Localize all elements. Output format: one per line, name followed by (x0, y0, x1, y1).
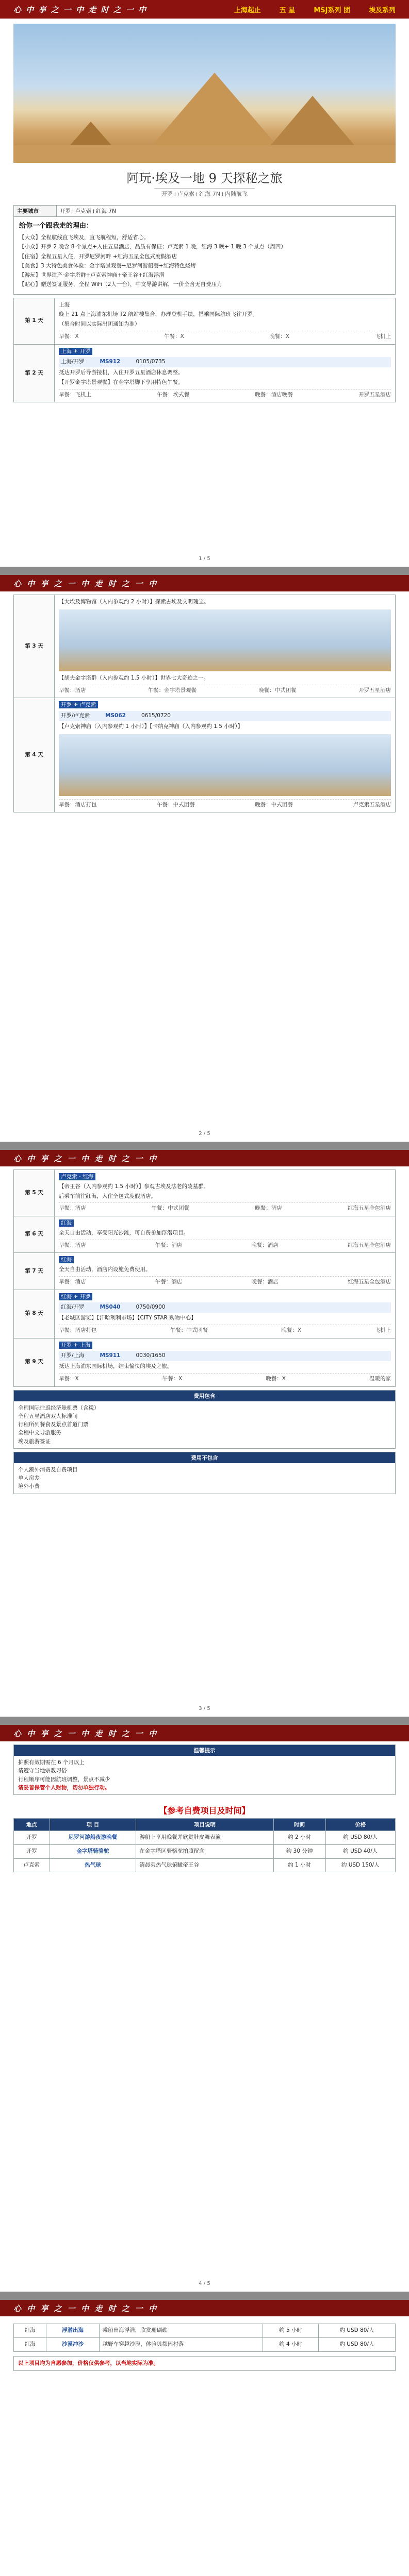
cell-time: 约 2 小时 (273, 1831, 325, 1845)
selling-point: 【美食】3 大特色美食体验：金字塔景观餐+尼罗河游船餐+红海特色烧烤 (19, 262, 196, 269)
cell-price: 约 USD 80/人 (325, 1831, 395, 1845)
note-item: 请遵守当地宗教习俗 (18, 1768, 67, 1774)
hotel: 飞机上 (374, 333, 391, 340)
meal-breakfast: 早餐：酒店打包 (59, 801, 97, 808)
page-5 (0, 2300, 409, 2576)
day-line: 抵达开罗后导游接机，入住开罗五星酒店休息调整。 (59, 369, 184, 376)
notes-section (13, 1744, 396, 1795)
page-number: 4 / 5 (199, 2281, 210, 2286)
tag-star: 五 星 (279, 6, 296, 14)
cell-desc: 乘船出海浮潜，欣赏珊瑚礁 (99, 2324, 263, 2338)
table-row (14, 1831, 396, 1845)
flight-route: 开罗/上海 (61, 1352, 85, 1359)
fee-include (13, 1390, 396, 1449)
selling-point: 【大众】全程航线直飞埃及，直飞航程短，舒适省心。 (19, 234, 149, 241)
day-label: 第 7 天 (14, 1253, 55, 1289)
brand-header (0, 0, 409, 19)
cell-name: 浮潜出海 (46, 2324, 99, 2338)
day-route: 上海 ✈ 开罗 (59, 348, 92, 355)
table-row (14, 1844, 396, 1858)
day-line: 后乘车前往红海，入住全包式度假酒店。 (59, 1193, 156, 1199)
itinerary-table (13, 1170, 396, 1387)
brand-slogan: 心 中 享 之 一 中 走 时 之 一 中 (13, 579, 158, 588)
day-line: 全天自由活动，酒店内设施免费使用。 (59, 1266, 151, 1273)
cell-time: 约 5 小时 (263, 2324, 319, 2338)
hotel: 红海五星全包酒店 (347, 1242, 391, 1248)
meal-dinner: 晚餐：中式团餐 (258, 687, 297, 693)
cell-desc: 在金字塔区骑骆驼拍照留念 (136, 1844, 273, 1858)
meal-lunch: 午餐：X (164, 333, 184, 340)
day-label: 第 8 天 (14, 1290, 55, 1338)
cell-desc: 清晨乘热气球俯瞰帝王谷 (136, 1858, 273, 1872)
col-name: 项 目 (50, 1819, 136, 1831)
day-line: 抵达上海浦东国际机场，结束愉快的埃及之旅。 (59, 1363, 173, 1369)
meal-breakfast: 早餐：X (59, 1375, 79, 1382)
meal-breakfast: 早餐：酒店 (59, 1242, 86, 1248)
meal-dinner: 晚餐：酒店 (251, 1278, 279, 1285)
col-time: 时间 (273, 1819, 325, 1831)
day-line: 【卢克索神庙（入内参观约 1 小时）】【卡纳克神庙（入内参观约 1.5 小时）】 (59, 723, 243, 730)
day-label: 第 6 天 (14, 1216, 55, 1252)
fee-item: 全程五星酒店双人标准间 (18, 1413, 78, 1419)
cell-name: 金字塔骑骆驼 (50, 1844, 136, 1858)
day-line: （集合时间以实际出团通知为准） (59, 321, 140, 328)
cell-name: 沙漠冲沙 (46, 2337, 99, 2351)
table-row (14, 1858, 396, 1872)
options-table (13, 2324, 396, 2352)
day-row (14, 1290, 395, 1338)
flight-time: 0615/0720 (141, 713, 171, 719)
attraction-image (59, 609, 391, 671)
day-route: 红海 ✈ 开罗 (59, 1293, 92, 1300)
hotel: 红海五星全包酒店 (347, 1278, 391, 1285)
meal-breakfast: 早餐：X (59, 333, 79, 340)
brand-slogan: 心 中 享 之 一 中 走 时 之 一 中 (13, 1154, 158, 1163)
brand-slogan: 心 中 享 之 一 中 走 时 之 一 中 (13, 5, 148, 14)
cell-price: 约 USD 80/人 (318, 2324, 395, 2338)
day-label: 第 2 天 (14, 345, 55, 402)
day-row (14, 698, 395, 812)
hotel: 开罗五星酒店 (358, 391, 391, 398)
meal-lunch: 午餐：X (162, 1375, 183, 1382)
flight-info (59, 1351, 391, 1361)
cell-desc: 越野车穿越沙漠，体验贝都因村落 (99, 2337, 263, 2351)
flight-route: 红海/开罗 (61, 1304, 85, 1311)
day-row (14, 595, 395, 698)
itinerary-table (13, 298, 396, 403)
fee-include-heading: 费用包含 (14, 1391, 395, 1401)
cell-desc: 游船上享用晚餐并欣赏肚皮舞表演 (136, 1831, 273, 1845)
hero-image (13, 24, 396, 163)
col-place: 地点 (14, 1819, 50, 1831)
meal-lunch: 午餐：酒店 (155, 1278, 183, 1285)
cell-name: 热气球 (50, 1858, 136, 1872)
brand-slogan: 心 中 享 之 一 中 走 时 之 一 中 (13, 1728, 158, 1738)
page-3 (0, 1150, 409, 1717)
meal-dinner: 晚餐：酒店晚餐 (255, 391, 293, 398)
fee-item: 境外小费 (18, 1483, 40, 1490)
page-number: 3 / 5 (199, 1706, 210, 1711)
meta-table (13, 205, 396, 217)
page-4 (0, 1725, 409, 2292)
page-1 (0, 0, 409, 567)
flight-number: MS040 (100, 1304, 121, 1311)
day-route: 红海 (59, 1219, 74, 1227)
col-price: 价格 (325, 1819, 395, 1831)
day-line: 【大埃及博物馆（入内参观约 2 小时）】探索古埃及文明瑰宝。 (59, 599, 209, 605)
day-line: 【帝王谷（入内参观约 1.5 小时）】参观古埃及法老的陵墓群。 (59, 1183, 209, 1190)
day-line: 全天自由活动，享受阳光沙滩，可自费参加浮潜项目。 (59, 1229, 189, 1236)
flight-time: 0750/0900 (136, 1304, 166, 1311)
cell-time: 约 4 小时 (263, 2337, 319, 2351)
fee-exclude (13, 1452, 396, 1494)
tag-series: MSJ系列 团 (314, 6, 350, 14)
day-row (14, 298, 395, 345)
page-number: 1 / 5 (199, 556, 210, 562)
meal-dinner: 晚餐：X (269, 333, 290, 340)
cell-time: 约 1 小时 (273, 1858, 325, 1872)
day-row (14, 1338, 395, 1386)
day-label: 第 5 天 (14, 1170, 55, 1216)
day-label: 第 1 天 (14, 298, 55, 344)
cell-price: 约 USD 40/人 (325, 1844, 395, 1858)
hotel: 飞机上 (374, 1327, 391, 1333)
flight-number: MS911 (100, 1352, 121, 1359)
selling-point: 【住宿】全程五星入住，开罗尼罗河畔 +红海五星全包式度假酒店 (19, 253, 177, 260)
tag-departure: 上海起止 (234, 6, 261, 14)
table-row (14, 2337, 396, 2351)
meal-lunch: 午餐：埃式餐 (157, 391, 190, 398)
cell-place: 卢克索 (14, 1858, 50, 1872)
fee-exclude-heading: 费用不包含 (14, 1452, 395, 1463)
day-row (14, 1170, 395, 1216)
meal-dinner: 晚餐：X (281, 1327, 302, 1333)
cell-time: 约 30 分钟 (273, 1844, 325, 1858)
hotel: 卢克索五星酒店 (353, 801, 391, 808)
meal-dinner: 晚餐：酒店 (255, 1205, 282, 1212)
note-warning: 请妥善保管个人财物，切勿单独行动。 (18, 1784, 110, 1791)
meal-breakfast: 早餐：飞机上 (59, 391, 91, 398)
options-note: 以上项目均为自愿参加，价格仅供参考，以当地实际为准。 (13, 2356, 396, 2371)
meta-value: 开罗+卢克索+红海 7N (60, 208, 116, 214)
brand-slogan: 心 中 享 之 一 中 走 时 之 一 中 (13, 2303, 158, 2313)
fee-item: 全程国际往返经济舱机票（含税） (18, 1404, 100, 1411)
page-number: 2 / 5 (199, 1131, 210, 1137)
day-label: 第 3 天 (14, 595, 55, 698)
meal-lunch: 午餐：酒店 (155, 1242, 183, 1248)
page-subtitle: 开罗+卢克索+红海 7N+内陆航飞 (154, 188, 255, 199)
day-line: 【开罗金字塔景观餐】在金字塔脚下享用特色午餐。 (59, 379, 184, 385)
page-2 (0, 575, 409, 1142)
day-line: 【胡夫金字塔群（入内参观约 1.5 小时）】世界七大奇迹之一。 (59, 674, 209, 681)
flight-info (59, 357, 391, 367)
day-route: 卢克索 - 红海 (59, 1173, 95, 1180)
flight-time: 0105/0735 (136, 359, 166, 365)
meal-lunch: 午餐：中式团餐 (151, 1205, 190, 1212)
selling-point: 【游玩】世界遗产·金字塔群+卢克索神庙+帝王谷+红海浮潜 (19, 272, 165, 279)
fee-item: 单人房差 (18, 1475, 40, 1482)
flight-number: MS912 (100, 359, 121, 365)
fee-item: 埃及旅游签证 (18, 1438, 51, 1445)
flight-time: 0030/1650 (136, 1352, 166, 1359)
hotel: 开罗五星酒店 (358, 687, 391, 693)
fee-item: 行程所列餐食及景点首道门票 (18, 1421, 89, 1428)
meta-key: 主要城市 (14, 206, 57, 216)
meal-breakfast: 早餐：酒店 (59, 687, 86, 693)
meal-lunch: 午餐：中式团餐 (170, 1327, 208, 1333)
flight-info (59, 711, 391, 721)
meal-lunch: 午餐：中式团餐 (157, 801, 195, 808)
selling-point: 【贴心】赠送签证服务，全程 WiFi（2人一台），中文导游讲解，一价全含无自费压力 (19, 281, 222, 288)
fee-item: 全程中文导游服务 (18, 1430, 61, 1436)
day-route: 开罗 ✈ 卢克索 (59, 701, 98, 708)
cell-price: 约 USD 150/人 (325, 1858, 395, 1872)
day-label: 第 9 天 (14, 1338, 55, 1386)
meal-dinner: 晚餐：X (266, 1375, 286, 1382)
meal-dinner: 晚餐：中式团餐 (255, 801, 293, 808)
note-item: 护照有效期需在 6 个月以上 (18, 1759, 85, 1766)
options-table (13, 1818, 396, 1872)
flight-info (59, 1302, 391, 1313)
notes-heading: 温馨提示 (14, 1745, 395, 1756)
cell-place: 红海 (14, 2324, 46, 2338)
cell-place: 红海 (14, 2337, 46, 2351)
table-row (14, 2324, 396, 2338)
hotel: 温暖的家 (369, 1375, 391, 1382)
day-row (14, 1253, 395, 1290)
itinerary-table (13, 595, 396, 812)
day-row (14, 1216, 395, 1253)
meal-breakfast: 早餐：酒店 (59, 1205, 86, 1212)
meal-breakfast: 早餐：酒店 (59, 1278, 86, 1285)
selling-points (13, 217, 396, 295)
day-route: 红海 (59, 1256, 74, 1263)
selling-point: 【小众】开罗 2 晚含 8 个景点+入住五星酒店，品质有保证；卢克索 1 晚，红海 3 晚+ 1 晚 3 个景点（周四） (19, 244, 286, 250)
day-line: 上海 (59, 301, 70, 308)
day-route: 开罗 ✈ 上海 (59, 1342, 92, 1349)
meal-dinner: 晚餐：酒店 (251, 1242, 279, 1248)
page-title: 阿玩·埃及一地 9 天探秘之旅 (126, 171, 283, 185)
selling-points-heading: 给你一个跟我走的理由： (19, 222, 93, 230)
cell-place: 开罗 (14, 1831, 50, 1845)
cell-place: 开罗 (14, 1844, 50, 1858)
flight-route: 开罗/卢克索 (61, 713, 90, 719)
note-item: 行程顺序可能因航班调整，景点不减少 (18, 1776, 110, 1783)
day-label: 第 4 天 (14, 698, 55, 812)
cell-name: 尼罗河游船夜游晚餐 (50, 1831, 136, 1845)
cell-price: 约 USD 80/人 (318, 2337, 395, 2351)
day-row (14, 345, 395, 402)
options-title: 【参考自费项目及时间】 (159, 1806, 250, 1816)
meal-breakfast: 早餐：酒店打包 (59, 1327, 97, 1333)
tag-region: 埃及系列 (368, 6, 396, 14)
col-desc: 项目说明 (136, 1819, 273, 1831)
fee-item: 个人额外消费及自费项目 (18, 1466, 78, 1473)
hotel: 红海五星全包酒店 (347, 1205, 391, 1212)
day-line: 【老城区游览】【汗哈利利市场】【CITY STAR 购物中心】 (59, 1315, 197, 1321)
day-line: 晚上 21 点上海浦东机场 T2 航站楼集合，办理登机手续，搭乘国际航班飞往开罗。 (59, 311, 258, 318)
meal-lunch: 午餐：金字塔景观餐 (148, 687, 197, 693)
attraction-image (59, 734, 391, 796)
flight-route: 上海/开罗 (61, 359, 85, 365)
flight-number: MS062 (105, 713, 126, 719)
